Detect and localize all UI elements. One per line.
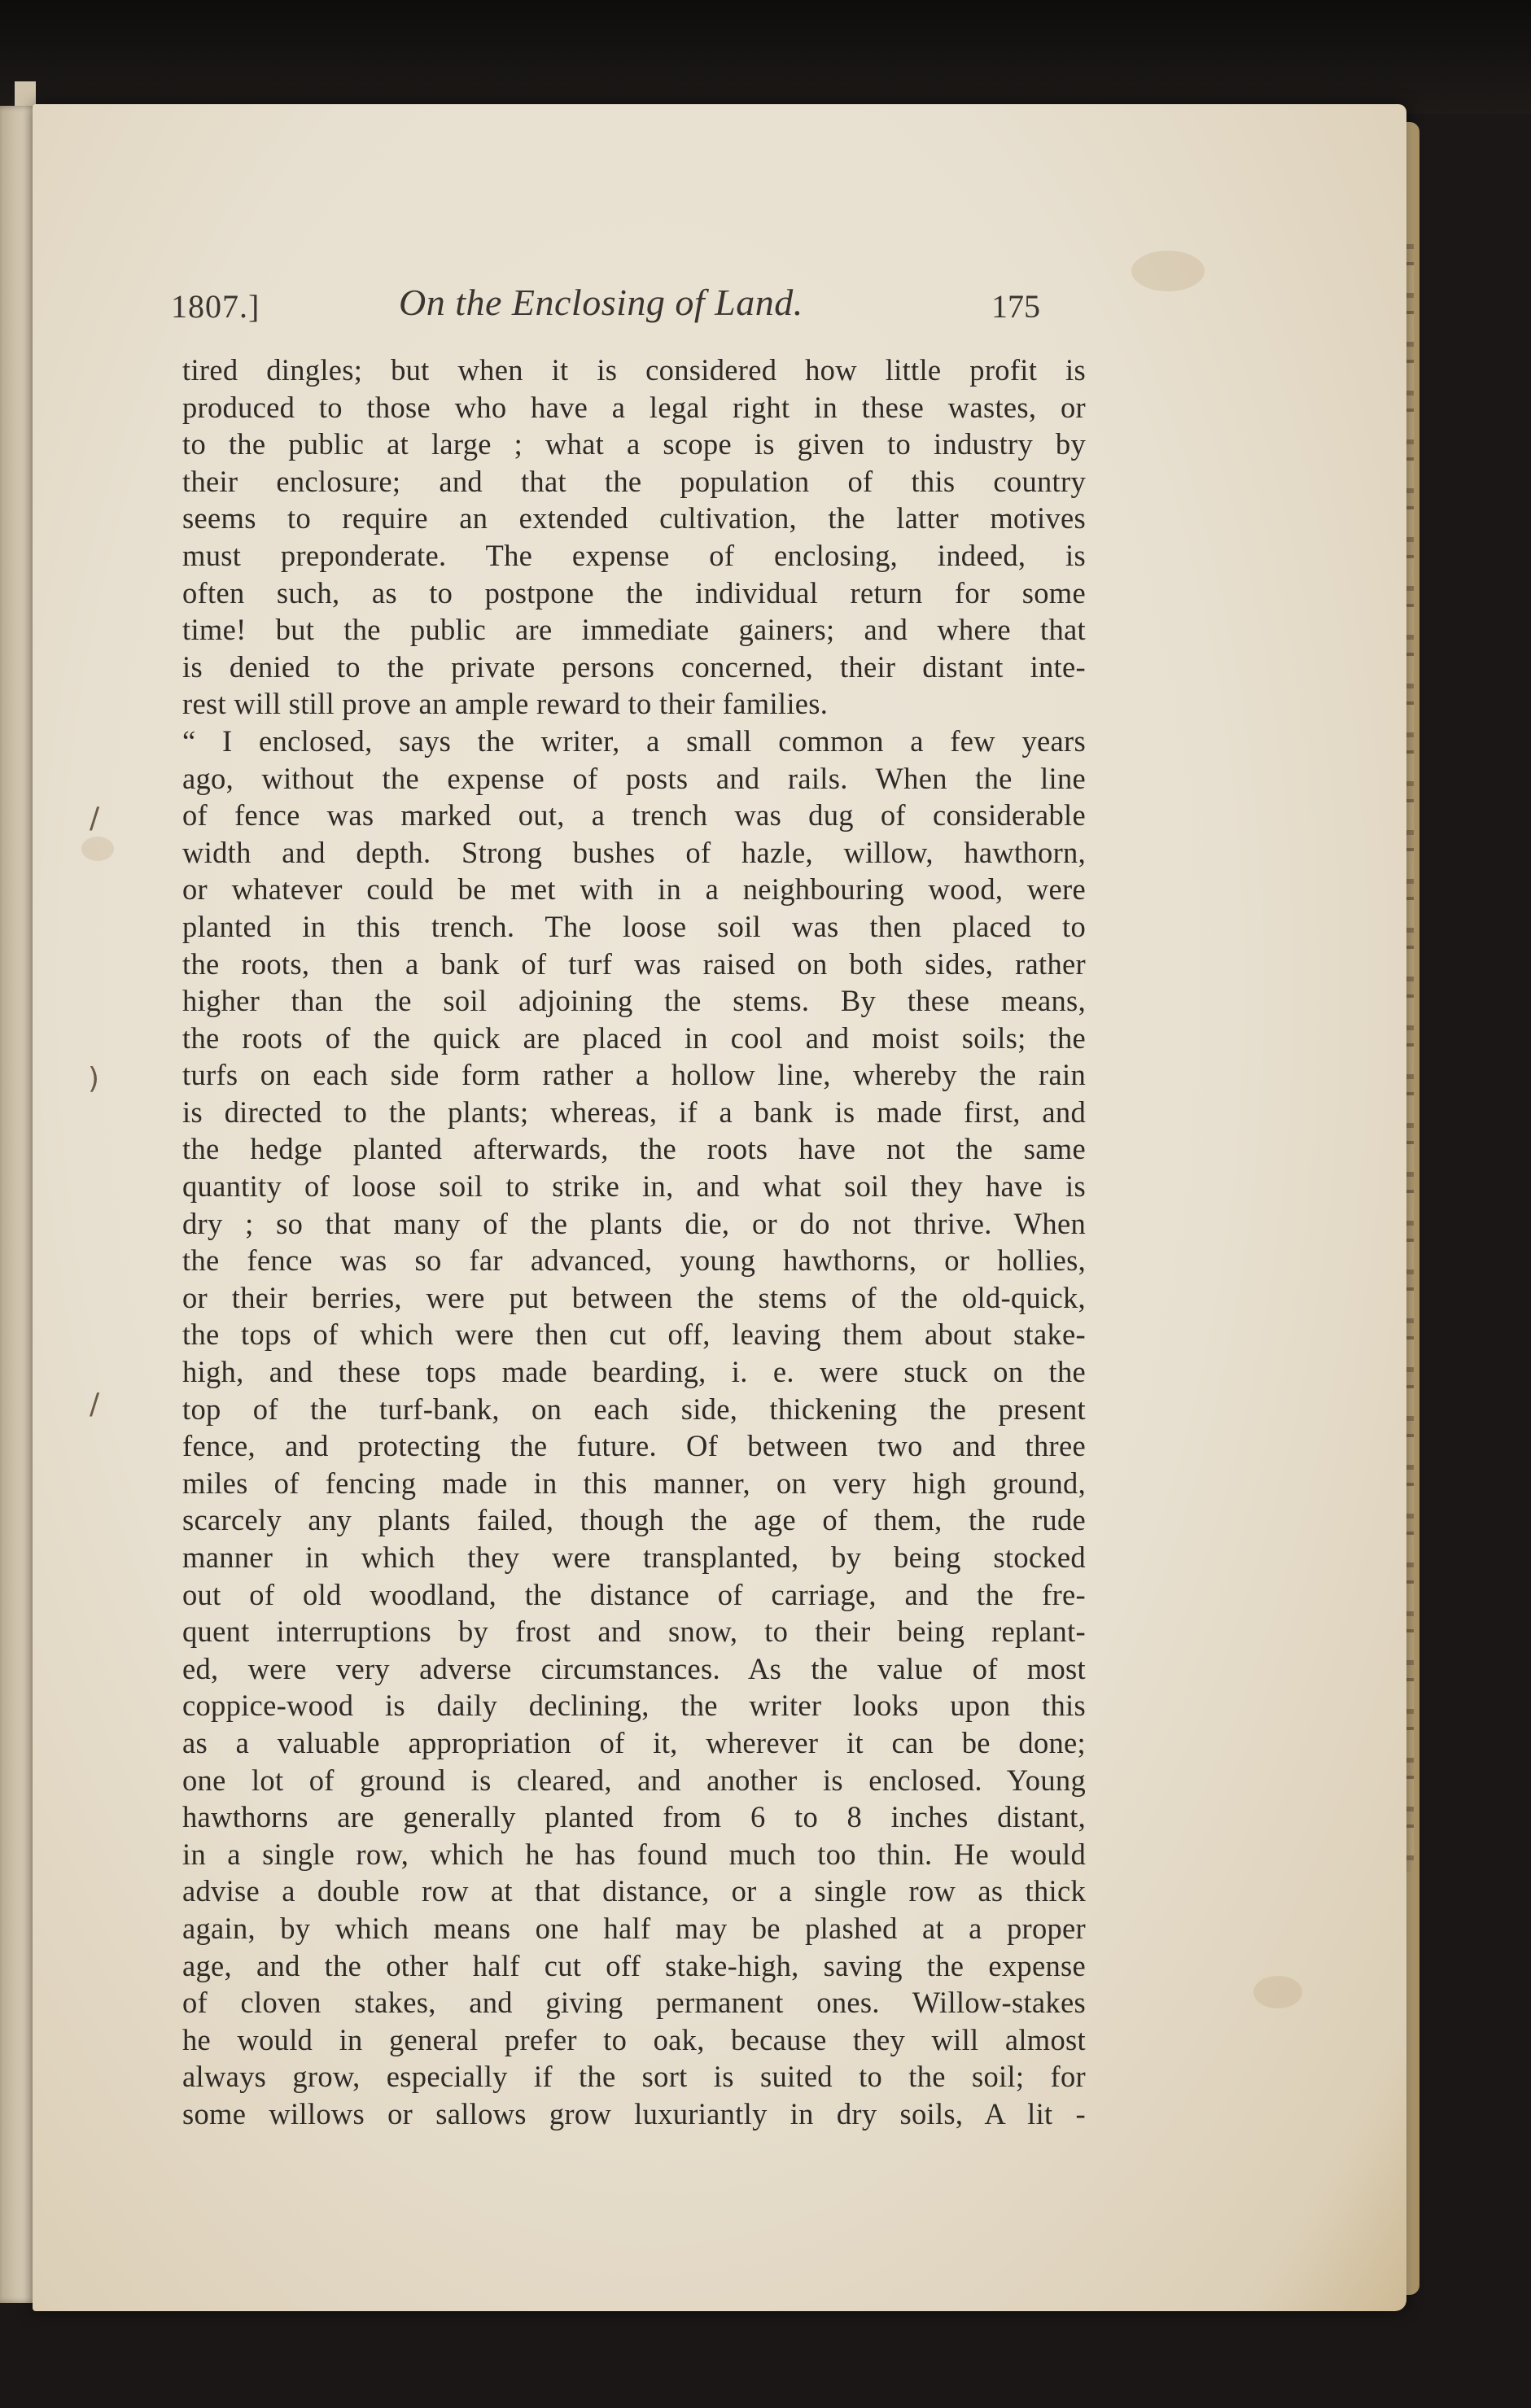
running-header-title: On the Enclosing of Land. [399,282,803,323]
text-line: one lot of ground is cleared, and another is enclosed. Young [182,1763,1086,1797]
body-text [182,352,1086,2133]
text-line: he would in general prefer to oak, because they will almost [182,2022,1086,2056]
text-line: again, by which means one half may be plashed at a proper [182,1911,1086,1945]
text-line: turfs on each side form rather a hollow line, whereby the rain [182,1058,1086,1092]
text-line: the tops of which were then cut off, leaving them about stake- [182,1318,1086,1352]
text-line: age, and the other half cut off stake-high, saving the expense [182,1948,1086,1982]
text-line: of fence was marked out, a trench was dug of considerable [182,798,1086,833]
text-line: top of the turf-bank, on each side, thickening the present [182,1392,1086,1426]
text-line: miles of fencing made in this manner, on very high ground, [182,1466,1086,1500]
text-line: hawthorns are generally planted from 6 to 8 inches distant, [182,1800,1086,1834]
margin-pencil-mark: ) [88,1062,100,1095]
text-line: seems to require an extended cultivation, the latter motives [182,501,1086,535]
text-line: or whatever could be met with in a neighbouring wood, were [182,872,1086,907]
text-line: of cloven stakes, and giving permanent ones. Willow-stakes [182,1986,1086,2020]
foxing-spot [1131,251,1205,291]
text-line: some willows or sallows grow luxuriantly in dry soils, A lit - [182,2096,1086,2130]
text-line: quantity of loose soil to strike in, and what soil they have is [182,1169,1086,1204]
text-line: ed, were very adverse circumstances. As the value of most [182,1651,1086,1685]
text-line: width and depth. Strong bushes of hazle, willow, hawthorn, [182,835,1086,869]
text-line: as a valuable appropriation of it, wherever it can be done; [182,1725,1086,1759]
text-line: their enclosure; and that the population of this country [182,464,1086,498]
text-line: higher than the soil adjoining the stems. By these means, [182,984,1086,1018]
text-line: the hedge planted afterwards, the roots have not the same [182,1132,1086,1166]
text-line: produced to those who have a legal right in these wastes, or [182,390,1086,424]
foxing-spot [1253,1976,1302,2008]
margin-pencil-mark: / [90,802,100,835]
text-line: is denied to the private persons concerned, their distant inte- [182,649,1086,684]
text-line: “ I enclosed, says the writer, a small common a few years [182,723,1086,758]
text-line: dry ; so that many of the plants die, or do not thrive. When [182,1206,1086,1240]
text-line: always grow, especially if the sort is suited to the soil; for [182,2060,1086,2094]
text-line: fence, and protecting the future. Of between two and three [182,1429,1086,1463]
text-line: quent interruptions by frost and snow, to their being replant- [182,1615,1086,1649]
text-line: time! but the public are immediate gainers; and where that [182,613,1086,647]
page-number: 175 [991,288,1040,325]
text-line: the roots of the quick are placed in cool and moist soils; the [182,1020,1086,1055]
text-line: tired dingles; but when it is considered how little profit is [182,353,1086,387]
text-line: or their berries, were put between the stems of the old-quick, [182,1280,1086,1314]
text-line: ago, without the expense of posts and rails. When the line [182,761,1086,795]
text-line: out of old woodland, the distance of carriage, and the fre- [182,1577,1086,1611]
text-line: must preponderate. The expense of enclosing, indeed, is [182,538,1086,572]
running-header-year: 1807.] [171,288,260,325]
text-line: the fence was so far advanced, young hawthorns, or hollies, [182,1243,1086,1278]
text-line: to the public at large ; what a scope is given to industry by [182,427,1086,461]
text-line: rest will still prove an ample reward to their families. [182,687,829,721]
text-line: scarcely any plants failed, though the age of them, the rude [182,1503,1086,1537]
text-line: advise a double row at that distance, or a single row as thick [182,1874,1086,1908]
text-line: planted in this trench. The loose soil was then placed to [182,909,1086,943]
text-line: the roots, then a bank of turf was raised on both sides, rather [182,946,1086,981]
scan-backdrop [0,0,1531,114]
text-line: is directed to the plants; whereas, if a bank is made first, and [182,1095,1086,1129]
text-line: in a single row, which he has found much too thin. He would [182,1837,1086,1871]
text-line: often such, as to postpone the individual return for some [182,575,1086,610]
margin-pencil-mark: / [90,1388,100,1421]
text-line: coppice-wood is daily declining, the writer looks upon this [182,1689,1086,1723]
foxing-spot [81,837,114,861]
running-header [171,281,1050,338]
text-line: manner in which they were transplanted, by being stocked [182,1541,1086,1574]
text-line: high, and these tops made bearding, i. e. were stuck on the [182,1355,1086,1389]
